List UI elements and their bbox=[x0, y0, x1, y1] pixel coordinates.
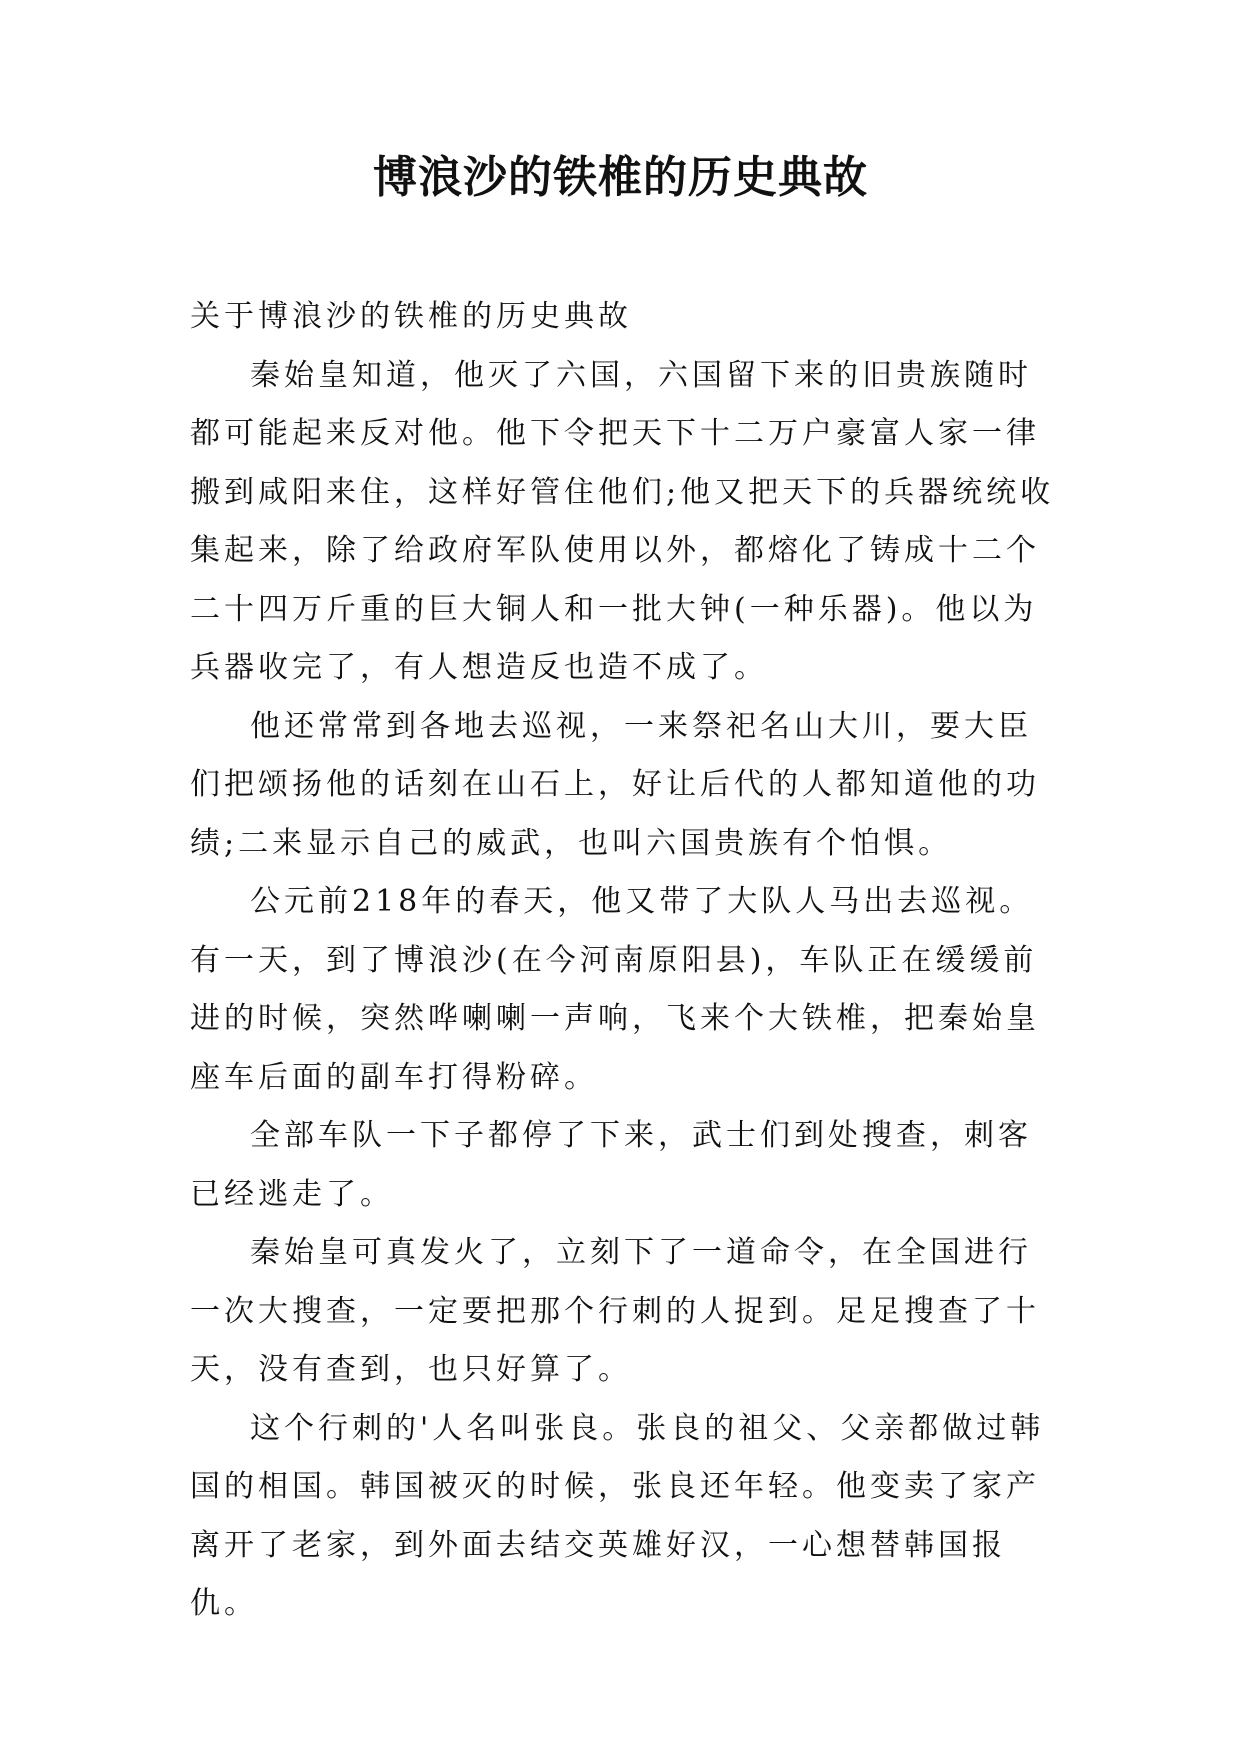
paragraph: 这个行刺的'人名叫张良。张良的祖父、父亲都做过韩国的相国。韩国被灭的时候，张良还年轻。他变卖了家产离开了老家，到外面去结交英雄好汉，一心想替韩国报仇。 bbox=[190, 1410, 1045, 1621]
paragraph: 他还常常到各地去巡视，一来祭祀名山大川，要大臣们把颂扬他的话刻在山石上，好让后代的人都知道他的功绩;二来显示自己的威武，也叫六国贵族有个怕惧。 bbox=[190, 708, 1040, 861]
paragraph: 全部车队一下子都停了下来，武士们到处搜查，刺客已经逃走了。 bbox=[190, 1118, 1032, 1212]
paragraph: 秦始皇知道，他灭了六国，六国留下来的旧贵族随时都可能起来反对他。他下令把天下十二万户豪富人家一律搬到咸阳来住，这样好管住他们;他又把天下的兵器统统收集起来，除了给政府军队使用以外，都熔化了铸成十二个二十四万斤重的巨大铜人和一批大钟(一种乐器)。他以为兵器收完了，有人想造反也造不成了。 bbox=[190, 357, 1055, 685]
paragraph: 秦始皇可真发火了，立刻下了一道命令，在全国进行一次大搜查，一定要把那个行刺的人捉到。足足搜查了十天，没有查到，也只好算了。 bbox=[190, 1235, 1040, 1387]
paragraph: 公元前218年的春天，他又带了大队人马出去巡视。有一天，到了博浪沙(在今河南原阳县)，车队正在缓缓前进的时候，突然哗喇喇一声响，飞来个大铁椎，把秦始皇座车后面的副车打得粉碎。 bbox=[190, 884, 1040, 1095]
document-subtitle: 关于博浪沙的铁椎的历史典故 bbox=[190, 299, 632, 334]
document-body bbox=[190, 288, 1060, 1634]
document-title: 博浪沙的铁椎的历史典故 bbox=[373, 152, 868, 203]
